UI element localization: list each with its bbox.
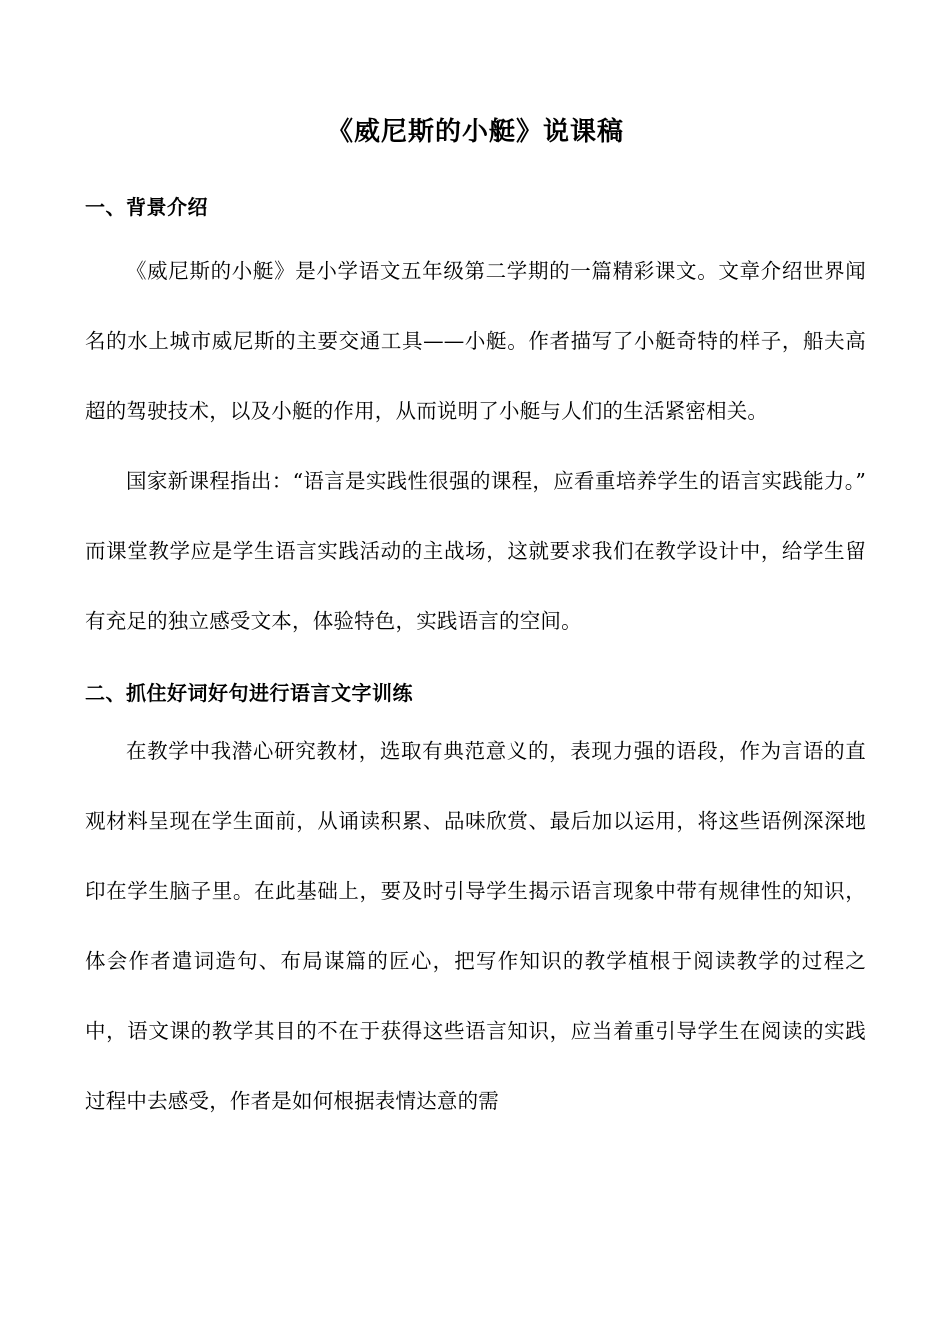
paragraph-background-1: 《威尼斯的小艇》是小学语文五年级第二学期的一篇精彩课文。文章介绍世界闻名的水上城市威尼斯的主要交通工具——小艇。作者描写了小艇奇特的样子，船夫高超的驾驶技术，以及小艇的作用，从而说明了小艇与人们的生活紧密相关。: [85, 258, 866, 423]
document-body: [85, 0, 866, 1136]
section-heading-background-intro: 一、背景介绍: [85, 194, 208, 219]
page-title: 《威尼斯的小艇》说课稿: [326, 117, 624, 147]
paragraph-background-2: 国家新课程指出：“语言是实践性很强的课程，应看重培养学生的语言实践能力。”而课堂教学应是学生语言实践活动的主战场，这就要求我们在教学设计中，给学生留有充足的独立感受文本，体验特色，实践语言的空间。: [85, 468, 866, 633]
paragraph-language-training-1: 在教学中我潜心研究教材，选取有典范意义的，表现力强的语段，作为言语的直观材料呈现在学生面前，从诵读积累、品味欣赏、最后加以运用，将这些语例深深地印在学生脑子里。在此基础上，要及时引导学生揭示语言现象中带有规律性的知识，体会作者遣词造句、布局谋篇的匠心，把写作知识的教学植根于阅读教学的过程之中，语文课的教学其目的不在于获得这些语言知识，应当着重引导学生在阅读的实践过程中去感受，作者是如何根据表情达意的需: [85, 738, 866, 1113]
section-heading-language-training: 二、抓住好词好句进行语言文字训练: [85, 680, 413, 705]
